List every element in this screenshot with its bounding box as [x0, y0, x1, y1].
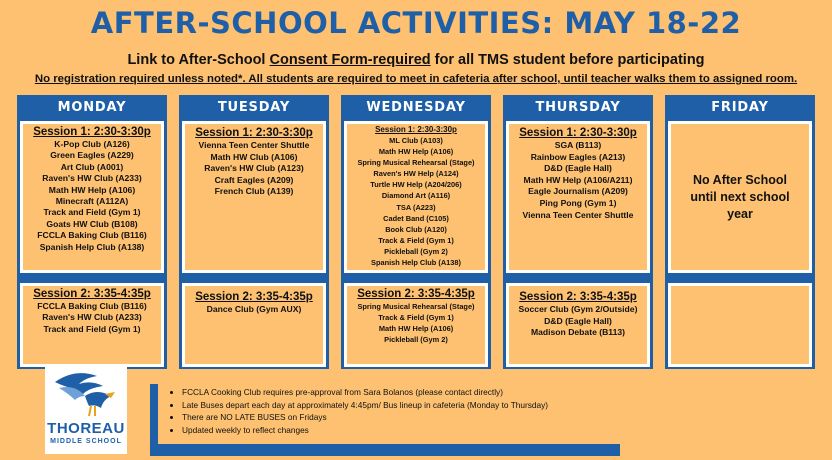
notes-list	[168, 386, 548, 436]
activity-item: Track and Field (Gym 1)	[43, 323, 141, 334]
activity-item: Eagle Journalism (A209)	[528, 186, 628, 197]
thursday-session-1	[506, 121, 650, 273]
monday-column	[17, 95, 167, 369]
activity-item: Goats HW Club (B108)	[46, 218, 138, 229]
activity-item: Spring Musical Rehearsal (Stage)	[357, 158, 475, 168]
activity-item: Raven's HW Club (A123)	[204, 163, 304, 174]
monday-session-1	[20, 121, 164, 273]
activity-item: D&D (Eagle Hall)	[544, 163, 612, 174]
activity-item: Book Club (A120)	[385, 224, 447, 234]
day-header-tuesday: TUESDAY	[217, 100, 291, 115]
activity-item: Craft Eagles (A209)	[214, 174, 294, 185]
activity-item: Math HW Club (A106)	[210, 151, 298, 162]
tuesday-column	[179, 95, 329, 369]
wednesday-column	[341, 95, 491, 369]
logo-name: THOREAU	[47, 420, 125, 437]
consent-form-link[interactable]: Consent Form-required	[269, 52, 431, 68]
logo-subtitle: MIDDLE SCHOOL	[50, 438, 122, 445]
activity-item: FCCLA Baking Club (B116)	[37, 230, 147, 241]
friday-session-1	[668, 121, 812, 273]
friday-session-2	[668, 283, 812, 367]
activity-item: Vienna Teen Center Shuttle	[522, 209, 634, 220]
activity-item: Vienna Teen Center Shuttle	[198, 140, 310, 150]
activity-item: Math HW Help (A106)	[378, 324, 454, 334]
activity-item: Raven's HW Club (A233)	[42, 173, 142, 184]
session-label: Session 1: 2:30-3:30p	[519, 127, 637, 139]
activity-item: Raven's HW Help (A124)	[373, 169, 459, 179]
session-label: Session 1: 2:30-3:30p	[195, 127, 313, 139]
tuesday-session-1	[182, 121, 326, 273]
activity-item: Diamond Art (A116)	[381, 191, 451, 201]
activity-item: Green Eagles (A229)	[50, 150, 134, 161]
activity-item: Math HW Help (A106/A211)	[523, 174, 633, 185]
activity-item: D&D (Eagle Hall)	[544, 315, 612, 326]
activity-item: French Club (A139)	[214, 186, 294, 197]
activity-item: Pickleball (Gym 2)	[384, 335, 448, 345]
session-label: Session 2: 3:35-4:35p	[33, 288, 151, 300]
session-label: Session 1: 2:30-3:30p	[33, 126, 151, 138]
activity-item: Minecraft (A112A)	[55, 196, 129, 207]
day-header-monday: MONDAY	[57, 100, 127, 115]
friday-column	[665, 95, 815, 369]
consent-text-pre: Link to After-School	[127, 52, 270, 68]
activity-item: Pickleball (Gym 2)	[384, 246, 448, 256]
activity-item: FCCLA Baking Club (B116)	[37, 301, 147, 311]
activity-item: Spanish Help Club (A138)	[39, 241, 145, 252]
monday-session-2	[20, 283, 164, 367]
activity-item: Raven's HW Club (A233)	[42, 312, 142, 323]
page-title: AFTER-SCHOOL ACTIVITIES: MAY 18-22	[90, 6, 742, 40]
activity-item: Turtle HW Help (A204/206)	[370, 180, 462, 190]
day-header-thursday: THURSDAY	[535, 100, 621, 115]
activity-item: Ping Pong (Gym 1)	[539, 197, 617, 208]
registration-notice: No registration required unless noted*. All students are required to meet in cafeteria after school, until teacher walks them to assigned room.	[34, 73, 798, 85]
activity-item: Madison Debate (B113)	[530, 327, 626, 338]
no-activities-message: No After School until next school year	[690, 172, 790, 221]
activity-item: Spring Musical Rehearsal (Stage)	[357, 302, 475, 311]
activity-item: Math HW Help (A106)	[378, 147, 454, 157]
session-label: Session 2: 3:35-4:35p	[519, 291, 637, 303]
activity-item: Track and Field (Gym 1)	[43, 207, 141, 218]
activity-item: Track & Field (Gym 1)	[378, 313, 454, 323]
note-item: • There are NO LATE BUSES on Fridays	[182, 411, 548, 424]
thursday-session-2	[506, 283, 650, 367]
school-logo	[45, 366, 127, 454]
note-item: • Late Buses depart each day at approximately 4:45pm/ Bus lineup in cafeteria (Monday to Thursday)	[182, 399, 548, 412]
thursday-column	[503, 95, 653, 369]
consent-line	[0, 52, 832, 68]
activity-item: TSA (A223)	[396, 202, 436, 212]
session-label: Session 2: 3:35-4:35p	[195, 291, 313, 303]
activity-item: Rainbow Eagles (A213)	[530, 151, 626, 162]
activity-item: Cadet Band (C105)	[383, 213, 449, 223]
session-label: Session 1: 2:30-3:30p	[375, 125, 457, 134]
note-item: • FCCLA Cooking Club requires pre-approval from Sara Bolanos (please contact directly)	[182, 386, 548, 399]
activity-item: Spanish Help Club (A138)	[371, 258, 461, 268]
activity-item: Dance Club (Gym AUX)	[206, 304, 302, 314]
eagle-icon	[45, 366, 127, 422]
activity-item: Math HW Help (A106)	[48, 184, 136, 195]
day-header-wednesday: WEDNESDAY	[366, 100, 466, 115]
activity-item: K-Pop Club (A126)	[54, 139, 130, 149]
session-label: Session 2: 3:35-4:35p	[357, 288, 475, 300]
day-header-friday: FRIDAY	[711, 100, 769, 115]
note-item: • Updated weekly to reflect changes	[182, 424, 548, 437]
activity-item: Track & Field (Gym 1)	[378, 235, 454, 245]
activity-item: ML Club (A103)	[389, 136, 443, 145]
activity-item: SGA (B113)	[554, 140, 602, 150]
activity-item: Art Club (A001)	[60, 161, 124, 172]
tuesday-session-2	[182, 283, 326, 367]
activity-item: Soccer Club (Gym 2/Outside)	[518, 304, 638, 314]
consent-text-post: for all TMS student before participating	[430, 52, 705, 68]
wednesday-session-1	[344, 121, 488, 273]
wednesday-session-2	[344, 283, 488, 367]
